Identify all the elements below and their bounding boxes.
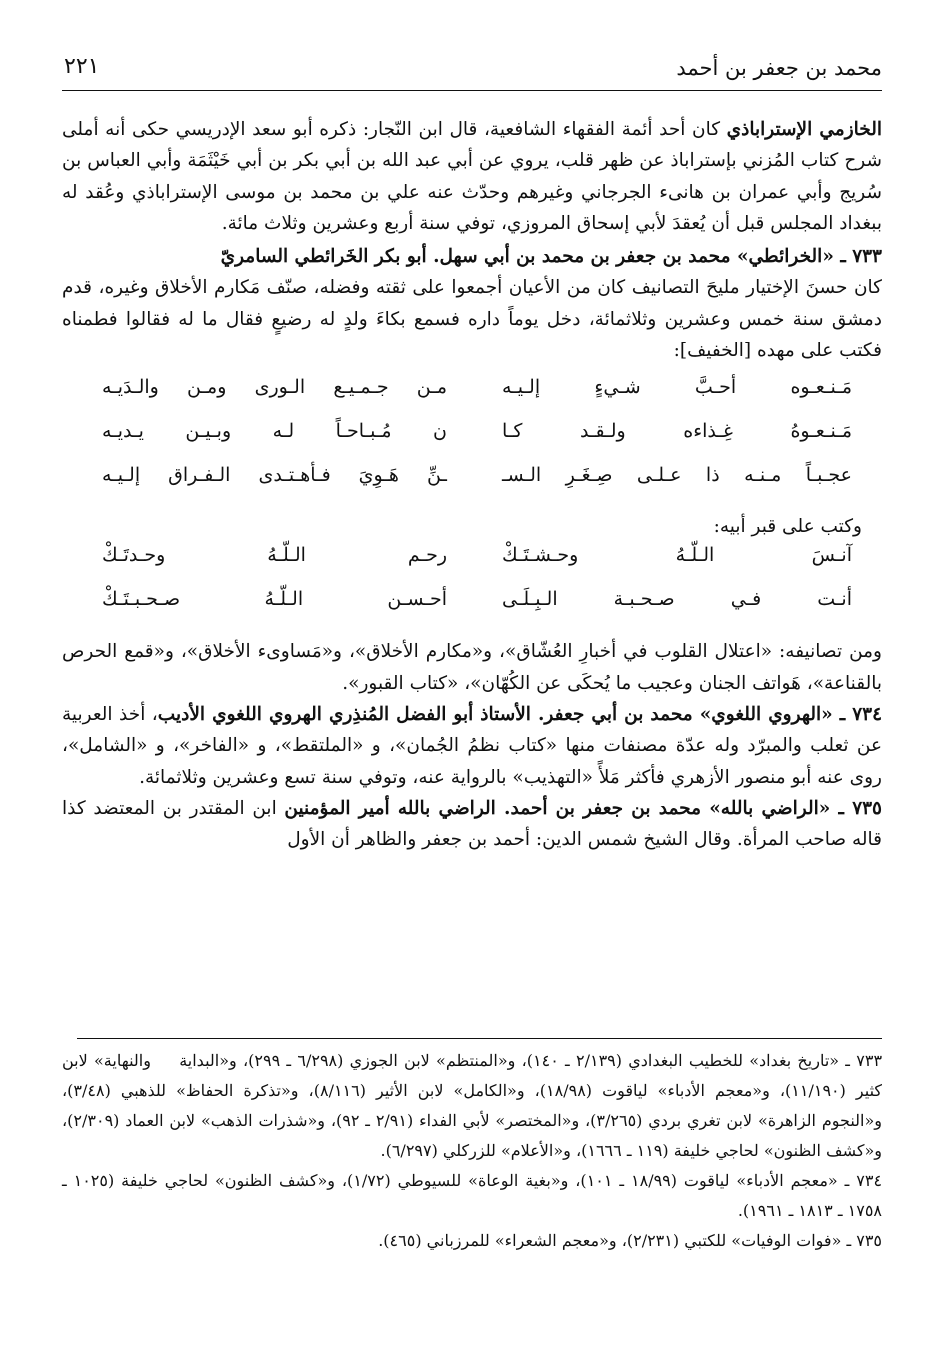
verse-line <box>62 544 882 588</box>
verse-line <box>62 376 882 420</box>
verse-first-hemistich: أنـت فـي صـحـبـة الـبِـلَـى <box>502 588 852 611</box>
verse-line <box>62 464 882 508</box>
verse-line <box>62 420 882 464</box>
verse-second-hemistich: أحـسـن الـلّـهُ صـحـبـتَـكْ <box>102 588 447 611</box>
footnote-first-line: ٧٣٣ ـ «تاريخ بغداد» للخطيب البغدادي (٢/١٣٩ ـ ١٤٠)، و«المنتظم» لابن الجوزي (٦/٢٩٨ ـ ٢٩٩)، و«البداية <box>179 1051 883 1070</box>
verse-second-hemistich: ـنِّ هَـوِيَ فـأهـتـدى الـفـراق إلـيـه <box>102 464 447 487</box>
entry-734 <box>62 699 882 793</box>
grave-intro: وكتب على قبر أبيه: <box>713 516 862 538</box>
verse-first-hemistich: آنـسَ الـلّـهُ وحـشـتَـكْ <box>502 544 852 567</box>
entry-heading: ٧٣٥ ـ «الراضي بالله» محمد بن جعفر بن أحمد. الراضي بالله أمير المؤمنين <box>284 797 882 819</box>
poem-grave <box>62 544 882 632</box>
entry-733-text: كان حسنَ الإختيار مليحَ التصانيف كان من الأعيان أجمعوا على ثقته وفضله، صنّف مَكارم الأخلاق وغيره، قدم دمشق سنة خمس وعشرين وثلاثمائة، دخل يوماً داره فسمع بكاءَ ولدٍ له رضيعٍ فقال ما له فقالوا فطمناه فكتب على مهده [الخفيف]: <box>62 277 882 362</box>
entry-heading: ٧٣٣ ـ «الخرائطي» محمد بن جعفر بن محمد بن أبي سهل. أبو بكر الخَرائطي السامريّ <box>220 246 882 268</box>
footnote-continuation: خليفة (١٠٢٥ ـ ١٧٥٨ ـ ١٨١٣ ـ ١٩٦١). <box>62 1171 882 1220</box>
footnote-733 <box>62 1046 882 1166</box>
main-text <box>62 114 882 855</box>
page-number: ٢٢١ <box>64 54 100 79</box>
poem-cradle <box>62 376 882 508</box>
footnote-first-line: ٧٣٤ ـ «معجم الأدباء» لياقوت (١٨/٩٩ ـ ١٠١)، و«بغية الوعاة» للسيوطي (١/٧٢)، و«كشف الظنون» لحاجي <box>164 1171 883 1190</box>
entry-733 <box>62 241 882 272</box>
footnotes <box>62 1046 882 1256</box>
book-page <box>62 0 882 1366</box>
running-title: محمد بن جعفر بن أحمد <box>676 56 882 80</box>
page-header <box>62 50 882 91</box>
verse-first-hemistich: عجـبـاً مـنـه ذا عـلـى صِـغَـرِ الـسـ <box>502 464 852 487</box>
paragraph-text: ابن المقتدر بن المعتضد كذا قاله صاحب المرأة. وقال الشيخ شمس الدين: أحمد بن جعفر والظاهر أن الأول <box>62 797 882 851</box>
verse-line <box>62 588 882 632</box>
footnote-735 <box>62 1226 882 1256</box>
footnote-734 <box>62 1166 882 1226</box>
verse-second-hemistich: رحـم الـلّـهُ وحـدتَـكْ <box>102 544 447 567</box>
entry-735 <box>62 793 882 856</box>
paragraph-khazimi <box>62 114 882 239</box>
entry-name: الخازمي الإستراباذي <box>726 119 882 140</box>
footnote-continuation: والنهاية» لابن كثير (١١/١٩٠)، و«معجم الأدباء» لياقوت (١٨/٩٨)، و«الكامل» لابن الأثير (٨/١١٦)، و«تذكرة الحفاظ» للذهبي (٣/٤٨)، و«النجوم الزاهرة» لابن تغري بردي (٣/٢٦٥)، و«المختصر» لأبي الفداء (٢/٩١ ـ ٩٢)، و«شذرات الذهب» لابن العماد (٢/٣٠٩)، و«كشف الظنون» لحاجي خليفة (١١٩ ـ ١٦٦٦)، و«الأعلام» للزركلي (٦/٢٩٧). <box>62 1051 883 1160</box>
footnote-first-line: ٧٣٥ ـ «فوات الوفيات» للكتبي (٢/٢٣١)، و«معجم الشعراء» للمرزباني (٤٦٥). <box>378 1231 882 1250</box>
verse-second-hemistich: مـن جـمـيـع الـورى ومـن والـدَيـه <box>102 376 447 399</box>
paragraph-text: كان أحد أئمة الفقهاء الشافعية، قال ابن النّجار: ذكره أبو سعد الإدريسي حكى أنه أملى شرح كتاب المُزني بإستراباذ عن ظهر قلب، يروي عن أبي عبد الله بن أبي بكر بن أبي خَيْثَمَة وأبي العباس بن سُريج وأبي عمران بن هانىء الجرجاني وغيرهم وحدّث عنه علي بن محمد بن موسى الإستراباذي وعُقد له ببغداد المجلس قبل أن يُعقدَ لأبي إسحاق المروزي، توفي سنة أربع وعشرين وثلاث مائة. <box>62 119 882 234</box>
verse-second-hemistich: ن مُـبـاحـاً لـه وبـيـن يـديـه <box>102 420 447 443</box>
paragraph-text: ، أخذ العربية عن ثعلب والمبرّد وله عدّة مصنفات منها «كتاب نظمُ الجُمان»، و «الملتقط»، و «الفاخر»، و «الشامل»، روى عنه أبو منصور الأزهري فأكثر مَلأً «التهذيب» بالرواية عنه، وتوفي سنة تسع وعشرين وثلاثمائة. <box>62 703 882 788</box>
footnote-divider <box>77 1038 882 1039</box>
verse-first-hemistich: مَـنـعـوهُ غِـذاءه ولـقـد كـا <box>502 420 852 443</box>
entry-heading: ٧٣٤ ـ «الهروي اللغوي» محمد بن أبي جعفر. الأستاذ أبو الفضل المُنذِري الهروي اللغوي الأديب <box>157 703 883 725</box>
works-paragraph: ومن تصانيفه: «اعتلال القلوب في أخبارِ العُشّاق»، و«مكارم الأخلاق»، و«مَساوىء الأخلاق»، و«قمع الحرص بالقناعة»، هَواتف الجنان وعجيب ما يُحكَى عن الكُهّان»، «كتاب القبور». <box>62 641 882 694</box>
verse-first-hemistich: مَـنـعـوه أحـبَّ شـيءٍ إلـيـه <box>502 376 852 399</box>
